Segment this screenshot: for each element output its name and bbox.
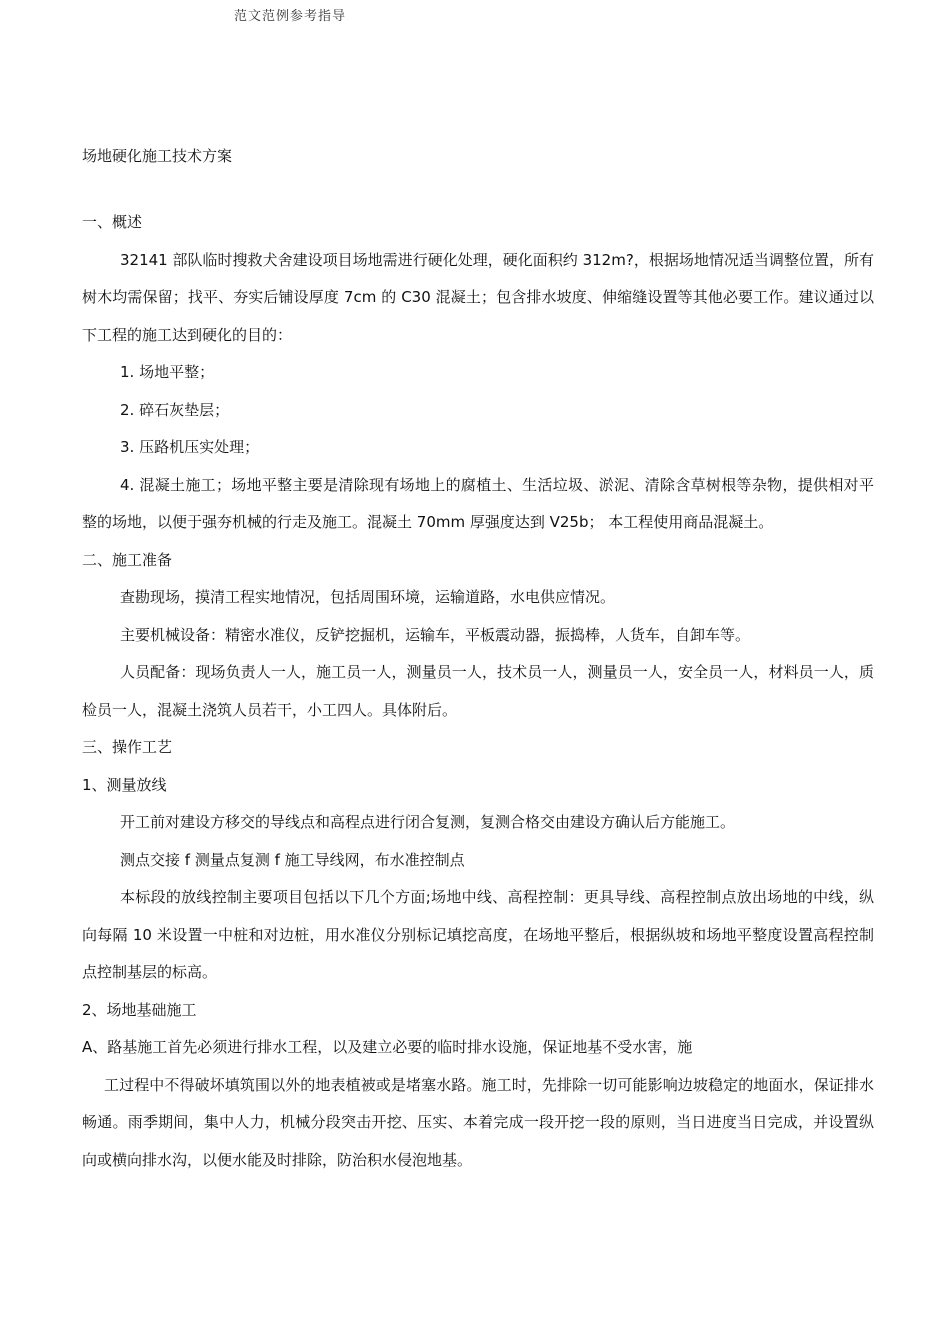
page-header: 范文范例参考指导 (234, 9, 347, 24)
list-item-2: 2. 碎石灰垫层； (120, 400, 230, 419)
paragraph-survey-flow: 测点交接 f 测量点复测 f 施工导线网，布水准控制点 (120, 850, 465, 869)
list-item-4: 4. 混凝土施工；场地平整主要是清除现有场地上的腐植土、生活垃圾、淤泥、清除含草树根等杂物，提供相对平整的场地，以便于强夯机械的行走及施工。混凝土 70mm 厚强度达到 V25b； 本工程使用商品混凝土。 (82, 475, 874, 531)
subsection-heading-survey: 1、测量放线 (82, 775, 167, 794)
paragraph-overview: 32141 部队临时搜救犬舍建设项目场地需进行硬化处理，硬化面积约 312m?，根据场地情况适当调整位置，所有树木均需保留；找平、夯实后铺设厚度 7cm 的 C30 混凝土；包含排水坡度、伸缩缝设置等其他必要工作。建议通过以下工程的施工达到硬化的目的： (82, 250, 874, 344)
section-heading-overview: 一、概述 (82, 213, 143, 231)
subsection-heading-foundation: 2、场地基础施工 (82, 1000, 197, 1019)
paragraph-layout-control: 本标段的放线控制主要项目包括以下几个方面;场地中线、高程控制：更具导线、高程控制点放出场地的中线，纵向每隔 10 米设置一中桩和对边桩，用水准仪分别标记填挖高度，在场地平整后，根据纵坡和场地平整度设置高程控制点控制基层的标高。 (82, 888, 874, 981)
paragraph-retest: 开工前对建设方移交的导线点和高程点进行闭合复测，复测合格交由建设方确认后方能施工。 (120, 813, 736, 831)
section-heading-preparation: 二、施工准备 (82, 550, 173, 569)
list-item-3: 3. 压路机压实处理； (120, 438, 260, 456)
section-heading-process: 三、操作工艺 (82, 738, 173, 756)
document-body (82, 204, 874, 1179)
paragraph-staffing: 人员配备：现场负责人一人，施工员一人，测量员一人，技术员一人，测量员一人，安全员一人，材料员一人，质检员一人，混凝土浇筑人员若干，小工四人。具体附后。 (82, 663, 874, 719)
document-title: 场地硬化施工技术方案 (82, 147, 233, 165)
paragraph-site-survey: 查勘现场，摸清工程实地情况，包括周围环境，运输道路，水电供应情况。 (120, 588, 616, 606)
list-item-1: 1. 场地平整； (120, 363, 215, 381)
paragraph-drainage-detail: 工过程中不得破坏填筑围以外的地表植被或是堵塞水路。施工时，先排除一切可能影响边坡稳定的地面水，保证排水畅通。雨季期间，集中人力，机械分段突击开挖、压实、本着完成一段开挖一段的原则，当日进度当日完成，并设置纵向或横向排水沟，以便水能及时排除，防治积水侵泡地基。 (82, 1075, 874, 1169)
paragraph-equipment: 主要机械设备：精密水准仪，反铲挖掘机，运输车，平板震动器，振捣棒，人货车，自卸车等。 (120, 625, 751, 644)
paragraph-drainage-intro: A、路基施工首先必须进行排水工程，以及建立必要的临时排水设施，保证地基不受水害，施 (82, 1038, 693, 1056)
